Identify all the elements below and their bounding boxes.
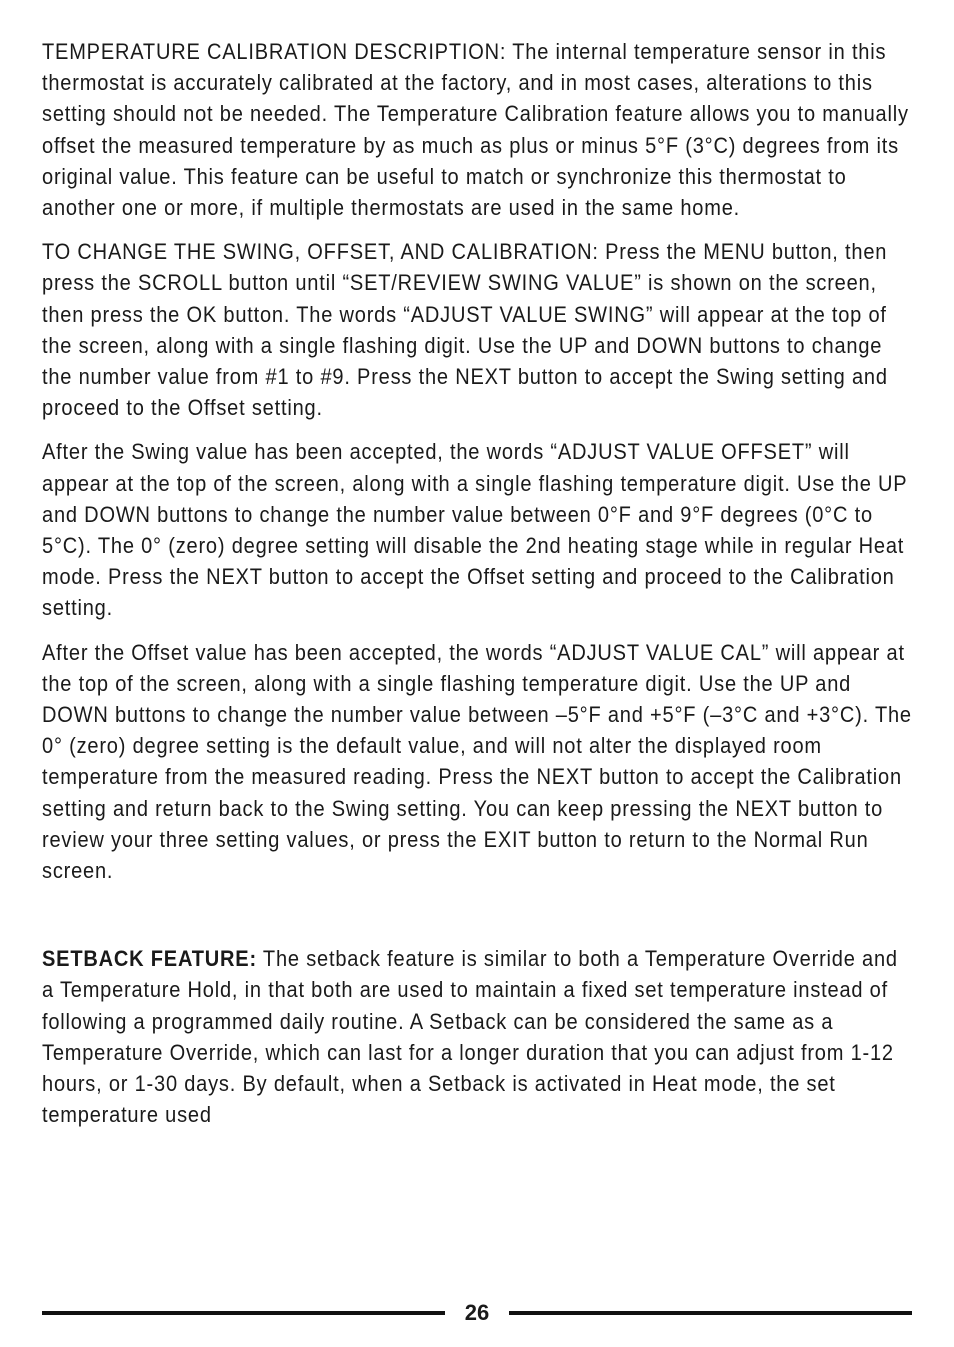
- page-footer: [42, 1296, 912, 1332]
- page-body: [42, 36, 914, 1131]
- offset-adjust-paragraph: After the Swing value has been accepted, the words “ADJUST VALUE OFFSET” will appear at the top of the screen, along with a single flashing temperature digit. Use the UP and DOWN buttons to change the number value between 0°F and 9°F degrees (0°C to 5°C). The 0° (zero) degree setting will disable the 2nd heating stage while in regular Heat mode. Press the NEXT button to accept the Offset setting and proceed to the Calibration setting.: [42, 439, 908, 621]
- calibration-adjust-paragraph: After the Offset value has been accepted, the words “ADJUST VALUE CAL” will appear at the top of the screen, along with a single flashing temperature digit. Use the UP and DOWN buttons to change the number value between –5°F and +5°F (–3°C and +3°C). The 0° (zero) degree setting is the default value, and will not alter the displayed room temperature from the measured reading. Press the NEXT button to accept the Calibration setting and return back to the Swing setting. You can keep pressing the NEXT button to review your three setting values, or press the EXIT button to return to the Normal Run screen.: [42, 639, 912, 884]
- footer-rule-left: [42, 1311, 445, 1315]
- setback-feature-heading: SETBACK FEATURE:: [42, 946, 257, 972]
- page-number: 26: [464, 1300, 490, 1325]
- setback-feature-paragraph: [42, 943, 914, 1130]
- change-swing-offset-calibration-paragraph: TO CHANGE THE SWING, OFFSET, AND CALIBRATION: Press the MENU button, then press the SCROLL button until “SET/REVIEW SWING VALUE” is shown on the screen, then press the OK button. The words “ADJUST VALUE SWING” will appear at the top of the screen, along with a single flashing digit. Use the UP and DOWN buttons to change the number value from #1 to #9. Press the NEXT button to accept the Swing setting and proceed to the Offset setting.: [42, 239, 888, 421]
- footer-rule-right: [509, 1311, 912, 1315]
- temperature-calibration-paragraph: TEMPERATURE CALIBRATION DESCRIPTION: The internal temperature sensor in this thermostat is accurately calibrated at the factory, and in most cases, alterations to this setting should not be needed. The Temperature Calibration feature allows you to manually offset the measured temperature by as much as plus or minus 5°F (3°C) degrees from its original value. This feature can be useful to match or synchronize this thermostat to another one or more, if multiple thermostats are used in the same home.: [42, 39, 909, 221]
- setback-feature-body: The setback feature is similar to both a Temperature Override and a Temperature Hold, in that both are used to maintain a fixed set temperature instead of following a programmed daily routine. A Setback can be considered the same as a Temperature Override, which can last for a longer duration that you can adjust from 1-12 hours, or 1-30 days. By default, when a Setback is activated in Heat mode, the set temperature used: [42, 946, 898, 1128]
